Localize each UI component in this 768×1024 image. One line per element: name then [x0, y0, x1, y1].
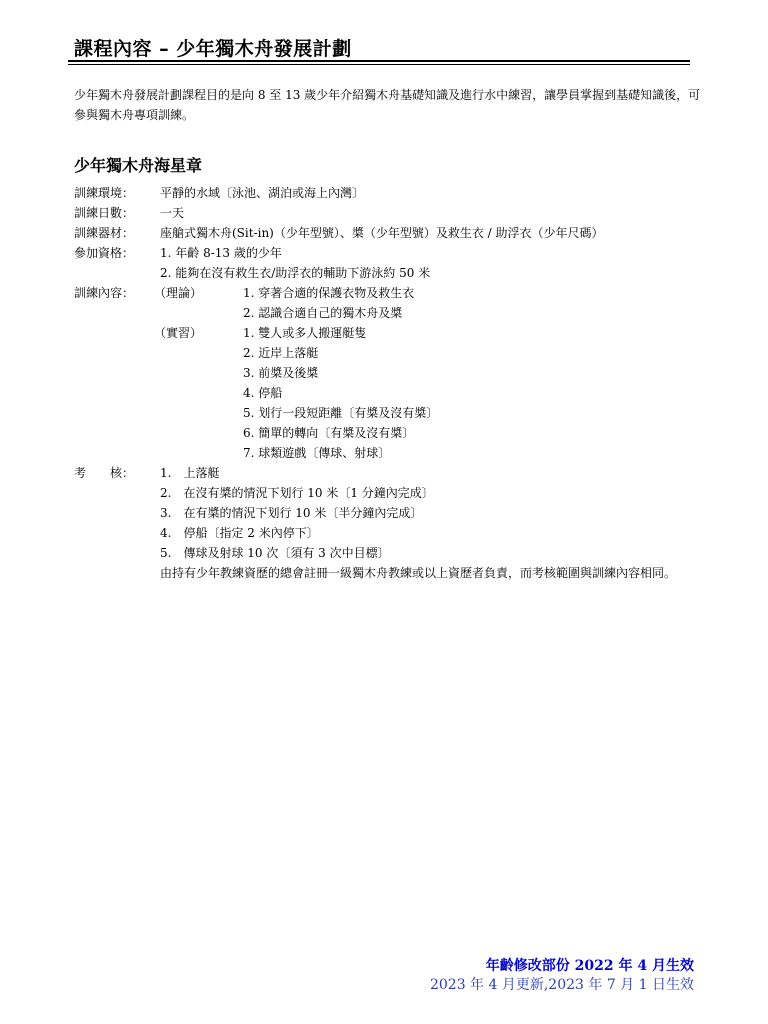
- environment-value: 平靜的水域〔泳池、湖泊或海上內灣〕: [160, 186, 365, 200]
- practice-item: 1. 雙人或多人搬運艇隻: [243, 326, 367, 340]
- assessment-item: 2. 在沒有槳的情況下划行 10 米〔1 分鐘內完成〕: [160, 486, 434, 500]
- days-value: 一天: [160, 206, 185, 220]
- footer-effective-note: 年齡修改部份 2022 年 4 月生效: [485, 958, 694, 974]
- title-rule-thin: [68, 64, 690, 65]
- title-rule-thick: [68, 60, 690, 62]
- eligibility-item: 1. 年齡 8-13 歲的少年: [160, 246, 282, 260]
- equipment-label: 訓練器材：: [74, 226, 135, 240]
- eligibility-label: 參加資格：: [74, 246, 135, 260]
- intro-paragraph: 少年獨木舟發展計劃課程目的是向 8 至 13 歲少年介紹獨木舟基礎知識及進行水中練習，讓學員掌握到基礎知識後，可參與獨木舟專項訓練。: [74, 88, 701, 122]
- days-label: 訓練日數：: [74, 206, 135, 220]
- assessment-label: 考 核：: [74, 466, 135, 480]
- practice-label: （實習）: [154, 326, 203, 340]
- theory-item: 1. 穿著合適的保護衣物及救生衣: [243, 286, 415, 300]
- equipment-value: 座艙式獨木舟(Sit-in)（少年型號）、槳（少年型號）及救生衣 / 助浮衣（少年尺碼）: [160, 226, 604, 240]
- eligibility-item: 2. 能夠在沒有救生衣/助浮衣的輔助下游泳約 50 米: [160, 266, 431, 280]
- footer-updated-note: 2023 年 4 月更新,2023 年 7 月 1 日生效: [429, 977, 694, 993]
- theory-item: 2. 認識合適自己的獨木舟及槳: [243, 306, 403, 320]
- practice-item: 3. 前槳及後槳: [243, 366, 319, 380]
- assessment-item: 1. 上落艇: [160, 466, 220, 480]
- practice-item: 4. 停船: [243, 386, 283, 400]
- assessment-item: 5. 傳球及射球 10 次〔須有 3 次中目標〕: [160, 546, 390, 560]
- assessment-item: 4. 停船〔指定 2 米內停下〕: [160, 526, 319, 540]
- theory-label: （理論）: [154, 286, 203, 300]
- page-title: 課程內容 – 少年獨木舟發展計劃: [74, 38, 352, 60]
- assessment-item: 3. 在有槳的情況下划行 10 米〔半分鐘內完成〕: [160, 506, 423, 520]
- practice-item: 7. 球類遊戲〔傳球、射球〕: [243, 446, 391, 460]
- assessment-note: 由持有少年教練資歷的總會註冊一級獨木舟教練或以上資歷者負責，而考核範圍與訓練內容相同。: [160, 566, 677, 580]
- section-title: 少年獨木舟海星章: [74, 156, 203, 175]
- content-label: 訓練內容：: [74, 286, 135, 300]
- practice-item: 2. 近岸上落艇: [243, 346, 319, 360]
- practice-item: 5. 划行一段短距離〔有槳及沒有槳〕: [243, 406, 439, 420]
- practice-item: 6. 簡單的轉向〔有槳及沒有槳〕: [243, 426, 415, 440]
- environment-label: 訓練環境：: [74, 186, 135, 200]
